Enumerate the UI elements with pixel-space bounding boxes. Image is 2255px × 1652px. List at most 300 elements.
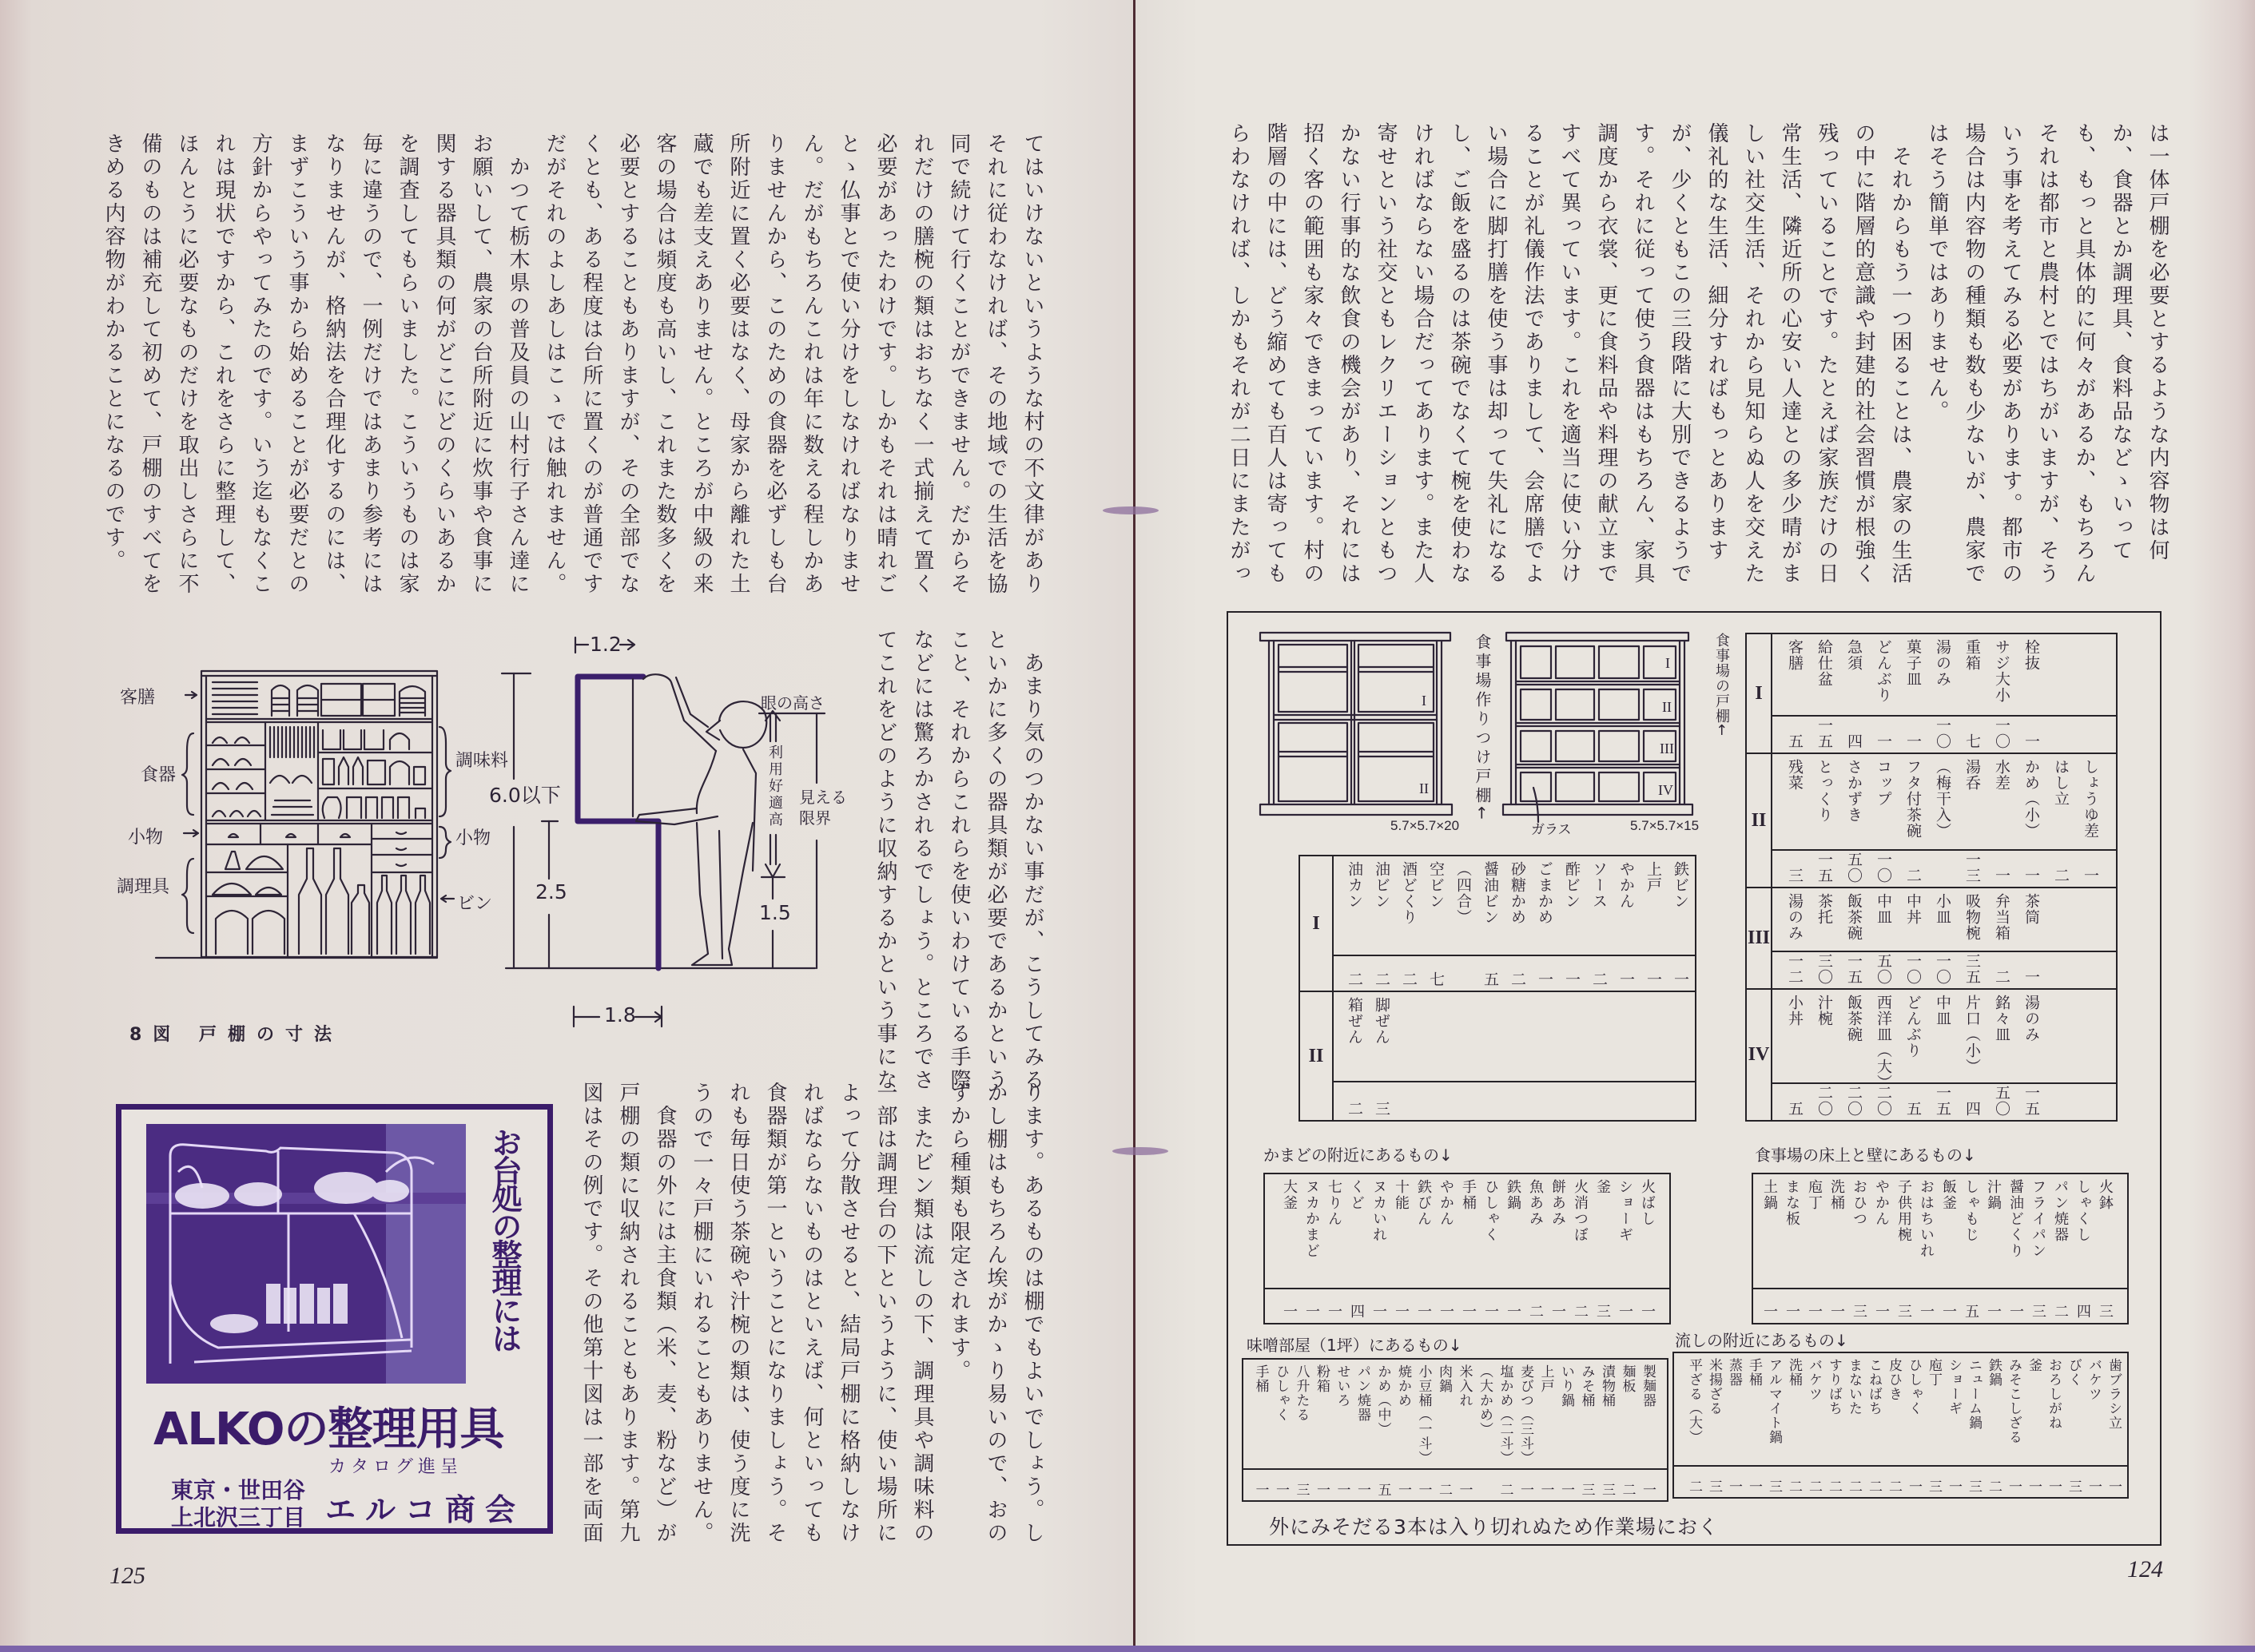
- item-count: 一: [1456, 1483, 1473, 1497]
- item-count: 一〇: [1993, 717, 2010, 749]
- text-column: あまり気のつかない事だが、こうしてみる: [1020, 629, 1044, 1092]
- item-name: 弁当箱: [1993, 893, 2010, 941]
- right-page-number: 124: [2127, 1556, 2163, 1583]
- table-section: [1300, 992, 1695, 1120]
- item-counts-row: [1772, 717, 2116, 753]
- near-sink-title: 流しの附近にあるもの↓: [1675, 1331, 1848, 1350]
- item-count: 五: [1963, 1304, 1979, 1320]
- text-column: す。それに従って使う食器はもちろん、家具: [1631, 122, 1655, 586]
- item-count: 一: [1438, 1304, 1454, 1320]
- item-count: 一三: [1963, 852, 1981, 884]
- item-name: 麦びつ（三斗）: [1517, 1364, 1533, 1465]
- text-column: それに従わなければ、その地域での生活を協: [984, 133, 1008, 596]
- built-in-cupboard-table: [1299, 855, 1696, 1122]
- text-column: 客の場合は頻度も高いし、これまた数多くを: [653, 133, 677, 596]
- item-count: 一: [1761, 1304, 1778, 1320]
- item-counts-row: [1334, 1082, 1695, 1120]
- text-column: 備のものは補充して初めて、戸棚のすべてを: [138, 133, 162, 596]
- item-count: 一: [1918, 1304, 1935, 1320]
- item-count: 二: [1619, 1483, 1636, 1497]
- item-count: 三: [1706, 1479, 1722, 1494]
- item-count: 一: [1395, 1483, 1411, 1497]
- item-count: 一: [1393, 1304, 1410, 1320]
- item-count: 三: [2030, 1304, 2046, 1320]
- item-count: 一: [1784, 1304, 1800, 1320]
- item-count: 一: [1906, 1479, 1922, 1494]
- item-count: 三: [1786, 868, 1804, 884]
- item-count: 二: [1346, 971, 1363, 987]
- table-section: [1747, 990, 2116, 1120]
- item-name: ソース: [1590, 861, 1608, 909]
- text-column: 招く客の範囲も家々できまっています。村の: [1300, 122, 1324, 586]
- dim-upper-depth: 1.2: [590, 633, 622, 656]
- dining-cupboard-table: [1745, 633, 2118, 1122]
- text-column: 関する器具類の何がどこにどのくらいあるか: [432, 133, 456, 596]
- item-count: 一: [1940, 1304, 1957, 1320]
- item-name: 鉄鍋: [1986, 1358, 2002, 1387]
- label-visible-limit: 見える限界: [799, 788, 847, 828]
- text-column: い場合に脚打膳を使う事は却って失礼になる: [1484, 122, 1508, 586]
- item-name: 洗桶: [1828, 1179, 1845, 1211]
- label-small-items-left: 小物: [128, 828, 164, 848]
- item-count: 一: [1281, 1304, 1298, 1320]
- item-name: 湯のみ: [1934, 639, 1951, 687]
- item-name: 給仕盆: [1816, 639, 1833, 687]
- near-stove-title: かまどの附近にあるもの↓: [1263, 1146, 1453, 1165]
- panel-label: I: [1422, 693, 1426, 709]
- item-count: 三: [1578, 1483, 1595, 1497]
- label-bottles: ビン: [457, 894, 493, 914]
- ad-address: [171, 1477, 305, 1531]
- text-column: りませんから、このための食器を必ずしも台: [763, 133, 787, 596]
- text-column: 必要があったわけです。しかもそれは晴れご: [873, 133, 897, 596]
- item-count: 一: [1746, 1479, 1762, 1494]
- item-name: 米揚ざる: [1706, 1358, 1722, 1416]
- label-guest-trays: 客膳: [120, 688, 156, 708]
- item-name: 焼かめ: [1395, 1364, 1411, 1408]
- item-name: 十能: [1393, 1179, 1410, 1211]
- panel-label: IV: [1658, 782, 1673, 798]
- item-count: [1474, 1470, 1495, 1500]
- item-count: [1927, 851, 1957, 887]
- dining-floor-wall-table: [1752, 1173, 2129, 1324]
- dining-cupboard-drawing: [1503, 632, 1692, 817]
- item-name: 粉箱: [1314, 1364, 1330, 1393]
- item-counts-row: [1772, 952, 2116, 988]
- item-count: 一: [1873, 1304, 1890, 1320]
- item-name: 餅あみ: [1549, 1179, 1566, 1227]
- item-count: 二: [1436, 1483, 1452, 1497]
- item-count: 三: [1895, 1304, 1912, 1320]
- item-name: 茶托: [1816, 893, 1833, 925]
- item-name: 飯釜: [1940, 1179, 1957, 1211]
- item-count: 一: [1537, 1483, 1554, 1497]
- item-name: 残菜: [1786, 759, 1804, 791]
- item-name: ひしゃく: [1273, 1364, 1289, 1422]
- item-count: 一: [1415, 1304, 1432, 1320]
- item-names-row: [1674, 1353, 2127, 1467]
- item-count: 一: [2022, 733, 2040, 749]
- item-name: どんぶり: [1875, 639, 1892, 703]
- item-count: 一: [1482, 1304, 1499, 1320]
- item-count: 二: [1590, 971, 1608, 987]
- item-name: やかん: [1873, 1179, 1890, 1227]
- item-name: 洗桶: [1786, 1358, 1802, 1387]
- dim-base-depth: 1.8: [604, 1003, 636, 1027]
- text-column: きめる内容物がわかることになるのです。: [101, 133, 125, 573]
- item-count: [1450, 956, 1477, 991]
- item-name: かめ（中）: [1374, 1364, 1391, 1436]
- text-column: を調査してもらいました。こういうものは家: [396, 133, 420, 596]
- item-name: （大かめ）: [1477, 1364, 1493, 1436]
- left-page-text-bottom: [573, 1082, 1051, 1553]
- left-page-text-middle: [867, 629, 1051, 1092]
- item-name: 銘々皿: [1993, 995, 2010, 1042]
- text-column: それは都市と農村とではちがいますが、そう: [2035, 122, 2059, 586]
- miso-room-title: 味噌部屋（1坪）にあるもの↓: [1247, 1336, 1462, 1355]
- text-column: が、少くともこの三段階に大別できるようで: [1668, 122, 1692, 586]
- item-count: 三: [1293, 1483, 1310, 1497]
- item-name: 水差: [1993, 759, 2010, 791]
- item-count: 七: [1427, 971, 1445, 987]
- label-seasonings: 調味料: [455, 751, 509, 771]
- item-count: 二: [1866, 1479, 1882, 1494]
- item-count: 二: [1786, 1479, 1802, 1494]
- item-count: 三五: [1963, 953, 1981, 985]
- text-column: か、食器とか調理具、食料品などゝいって: [2109, 122, 2133, 562]
- item-names-row: [1772, 990, 2116, 1090]
- item-name: 製麺器: [1640, 1364, 1656, 1408]
- item-count: 一: [1303, 1304, 1320, 1320]
- text-column: 食器類が第一ということになりましょう。そ: [763, 1082, 787, 1545]
- item-count: 二: [1993, 969, 2010, 985]
- text-column: 場合は内容物の種類も数も少ないが、農家で: [1962, 122, 1986, 586]
- item-name: 大釜: [1281, 1179, 1298, 1211]
- label-eye-level: 眼の高さ: [761, 693, 825, 713]
- built-in-cupboard-drawing: [1259, 632, 1453, 817]
- item-name: 米入れ: [1456, 1364, 1473, 1408]
- text-column: も、もっと具体的に何々があるか、もちろん: [2072, 122, 2096, 586]
- item-name: すりばち: [1826, 1358, 1842, 1416]
- dim-counter-height: 2.5: [535, 880, 567, 903]
- text-column: よって分散させると、結局戸棚に格納しなけ: [837, 1082, 861, 1545]
- text-column: 必要とすることもありますが、その全部でな: [616, 133, 640, 596]
- item-count: 一: [1252, 1483, 1269, 1497]
- item-count: 三: [1851, 1304, 1867, 1320]
- text-column: らわなければ、しかもそれが二日にまたがっ: [1227, 122, 1251, 586]
- near-stove-table: [1263, 1173, 1671, 1324]
- item-count: 一〇: [1934, 717, 1951, 749]
- text-column: かつて栃木県の普及員の山村行子さん達に: [506, 133, 530, 596]
- section-label: IV: [1747, 990, 1772, 1120]
- text-column: 常生活、隣近所の心安い人達との多少晴がま: [1778, 122, 1802, 586]
- item-name: 漬物桶: [1599, 1364, 1615, 1408]
- item-count: 一五: [1816, 717, 1833, 749]
- item-counts-row: [1265, 1289, 1669, 1323]
- built-in-cupboard-title: 食事場作りつけ戸棚←: [1473, 633, 1492, 823]
- text-column: てこれをどのように収納するかという事にな: [873, 629, 897, 1092]
- text-column: ければならない場合だってあります。また人: [1410, 122, 1434, 586]
- item-count: 一: [1875, 733, 1892, 749]
- item-names-row: [1772, 888, 2116, 952]
- item-name: おはちいれ: [1918, 1179, 1935, 1259]
- item-name: しゃもじ: [1963, 1179, 1979, 1243]
- text-column: はそう簡単ではありません。: [1925, 122, 1949, 423]
- item-count: 一: [1415, 1483, 1432, 1497]
- item-count: 一: [1505, 1304, 1521, 1320]
- item-name: ヌカいれ: [1370, 1179, 1387, 1243]
- table-section: [1747, 888, 2116, 990]
- section-label: II: [1747, 754, 1772, 887]
- dining-floor-wall-title: 食事場の床上と壁にあるもの↓: [1755, 1146, 1976, 1165]
- item-name: とっくり: [1816, 759, 1833, 823]
- item-count: 一〇: [1904, 953, 1922, 985]
- dining-cupboard-dimensions: 5.7×5.7×15: [1630, 818, 1700, 833]
- item-name: バケツ: [2086, 1358, 2102, 1401]
- text-column: れだけの膳椀の類はおちなく一式揃えて置く: [910, 133, 934, 596]
- text-column: は一体戸棚を必要とするような内容物は何: [2146, 122, 2169, 562]
- text-column: またビン類は流しの下、調理具や調味料の: [910, 1082, 934, 1545]
- text-column: し、ご飯を盛るのは茶碗でなくて椀を使わな: [1447, 122, 1471, 586]
- text-column: 所附近に置く必要はなく、母家から離れた土: [726, 133, 750, 596]
- item-name: 中丼: [1904, 893, 1922, 925]
- item-name: ごまかめ: [1536, 861, 1553, 925]
- text-column: なりませんが、格納法を合理化するのには、: [322, 133, 346, 596]
- item-count: 五〇: [1993, 1085, 2010, 1117]
- item-count: 一: [1985, 1304, 2002, 1320]
- item-name: （梅干入）: [1934, 759, 1951, 839]
- item-count: 四: [1963, 1101, 1981, 1117]
- item-count: 四: [2074, 1304, 2091, 1320]
- item-name: おひつ: [1851, 1179, 1867, 1227]
- item-name: 火ばし: [1639, 1179, 1656, 1227]
- item-name: 火消つぼ: [1572, 1179, 1589, 1243]
- item-count: 一: [1536, 971, 1553, 987]
- item-count: 二: [1527, 1304, 1544, 1320]
- item-counts-row: [1334, 956, 1695, 991]
- item-name: 鉄鍋: [1505, 1179, 1521, 1211]
- item-name: 油カン: [1346, 861, 1363, 909]
- item-count: 一: [1645, 971, 1662, 987]
- item-count: 一〇: [1875, 852, 1892, 884]
- item-count: 三: [1766, 1479, 1782, 1494]
- item-names-row: [1772, 754, 2116, 851]
- item-name: はし立: [2052, 759, 2070, 807]
- item-name: バケツ: [1806, 1358, 1822, 1401]
- cupboard-contents-sketch: [152, 663, 487, 967]
- dining-cupboard-title: 食事場の戸棚←: [1713, 633, 1730, 737]
- item-name: 皮ひき: [1886, 1358, 1902, 1401]
- panel-label: III: [1660, 741, 1674, 757]
- item-count: 二: [1346, 1101, 1363, 1117]
- item-count: 二: [1886, 1479, 1902, 1494]
- item-name: おろしがね: [2046, 1358, 2062, 1430]
- text-column: ずから種類も限定されます。: [947, 1082, 971, 1383]
- near-sink-table: [1672, 1352, 2129, 1499]
- text-column: ることが礼儀作法でありまして、会席膳でよ: [1521, 122, 1545, 586]
- text-column: 方針からやってみたのです。いう迄もなくこ: [249, 133, 272, 596]
- item-count: 二: [1686, 1479, 1702, 1494]
- item-name: 麺板: [1619, 1364, 1636, 1393]
- item-count: 一: [1354, 1483, 1370, 1497]
- ad-address-line2: 上北沢三丁目: [171, 1504, 306, 1531]
- table-section: [1747, 634, 2116, 754]
- item-name: 飯茶碗: [1845, 893, 1863, 941]
- item-name: 菓子皿: [1904, 639, 1922, 687]
- item-name: 吸物椀: [1963, 893, 1981, 941]
- item-name: 西洋皿（大）: [1875, 995, 1892, 1090]
- ad-company-name: エルコ商会: [325, 1492, 526, 1527]
- item-name: 魚あみ: [1527, 1179, 1544, 1227]
- item-name: パン焼器: [2052, 1179, 2069, 1243]
- item-count: 四: [1845, 733, 1863, 749]
- item-name: ニューム鍋: [1966, 1358, 1982, 1430]
- item-name: 空ビン: [1427, 861, 1445, 909]
- item-count: 三〇: [1816, 953, 1833, 985]
- text-column: すべて異っています。これを適当に使い分け: [1557, 122, 1581, 586]
- item-count: 一: [2006, 1479, 2022, 1494]
- text-column: 同で続けて行くことができません。だからそ: [947, 133, 971, 596]
- item-count: 五: [1481, 971, 1499, 987]
- item-count: 一: [2082, 868, 2099, 884]
- item-name: 手桶: [1746, 1358, 1762, 1387]
- item-count: 一: [1904, 733, 1922, 749]
- book-cover-edge: [0, 1646, 2255, 1652]
- item-name: 汁鍋: [1985, 1179, 2002, 1211]
- text-column: 調度から衣裳、更に食料品や料理の献立まで: [1594, 122, 1618, 586]
- item-name: 片口（小）: [1963, 995, 1981, 1074]
- item-name: ショーギ: [1617, 1179, 1633, 1243]
- ad-headline: お台処の整理には: [487, 1127, 522, 1351]
- text-column: の中に階層的意識や封建的社会習慣が根強く: [1851, 122, 1875, 586]
- item-count: 一: [2046, 1479, 2062, 1494]
- text-column: てはいけないというような村の不文律があり: [1020, 133, 1044, 596]
- item-name: 湯のみ: [1786, 893, 1804, 941]
- panel-label: II: [1662, 699, 1672, 715]
- text-column: 階層の中には、どう縮めても百人は寄っても: [1263, 122, 1287, 586]
- item-count: 二: [1373, 971, 1390, 987]
- item-name: 酒どくり: [1400, 861, 1418, 925]
- item-count: 一: [1517, 1483, 1533, 1497]
- item-name: 鉄ビン: [1672, 861, 1689, 909]
- right-page-text-top: [1220, 122, 2176, 602]
- text-column: ります。あるものは棚でもよいでしょう。し: [1020, 1082, 1044, 1545]
- item-count: 一五: [1816, 852, 1833, 884]
- text-column: 蔵でも差支えありません。ところが中級の来: [690, 133, 714, 596]
- item-names-row: [1243, 1360, 1667, 1470]
- item-count: 一五: [1845, 953, 1863, 985]
- book-gutter: [1133, 0, 1135, 1652]
- item-count: 二: [1806, 1479, 1822, 1494]
- label-best-use-height: 利用好適高: [766, 745, 783, 828]
- item-count: 一: [2022, 868, 2040, 884]
- item-name: アルマイト鍋: [1766, 1358, 1782, 1444]
- item-count: 一: [1617, 1304, 1633, 1320]
- item-count: 一: [1460, 1304, 1477, 1320]
- item-name: 鉄びん: [1415, 1179, 1432, 1227]
- item-count: 二: [1986, 1479, 2002, 1494]
- item-name: 重箱: [1963, 639, 1981, 671]
- item-name: 湯のみ: [2022, 995, 2040, 1042]
- item-count: 二: [1509, 971, 1526, 987]
- text-column: お願いして、農家の台所附近に炊事や食事に: [469, 133, 493, 596]
- figure-caption: 8図 戸棚の寸法: [129, 1025, 343, 1045]
- item-count: 一: [1639, 1304, 1656, 1320]
- item-name: かめ（小）: [2022, 759, 2040, 839]
- item-count: 五: [1374, 1483, 1391, 1497]
- item-name: 火鉢: [2097, 1179, 2114, 1211]
- item-count: 一: [1617, 971, 1635, 987]
- text-column: 残っていることです。たとえば家族だけの日: [1815, 122, 1839, 586]
- item-name: いり鍋: [1558, 1364, 1574, 1408]
- item-name: 酢ビン: [1563, 861, 1581, 909]
- item-count: 三: [1373, 1101, 1390, 1117]
- item-count: 三: [1926, 1479, 1942, 1494]
- text-column: 戸棚の類に収納されることもあります。第九: [616, 1082, 640, 1545]
- text-column: かない行事的な飲食の機会があり、それには: [1337, 122, 1361, 586]
- text-column: れは現状ですから、これをさらに整理して、: [212, 133, 236, 596]
- item-count: 三: [2066, 1479, 2082, 1494]
- item-count: 二〇: [1845, 1085, 1863, 1117]
- item-name: 湯呑: [1963, 759, 1981, 791]
- binding-stitch: [1103, 506, 1159, 514]
- miso-room-note: 外にみそだる3本は入り切れぬため作業場におく: [1269, 1515, 1719, 1539]
- item-count: 三: [2097, 1304, 2114, 1320]
- item-name: せいろ: [1334, 1364, 1350, 1408]
- item-name: みそ桶: [1578, 1364, 1595, 1408]
- text-column: いう事を考えてみる必要があります。都市の: [1998, 122, 2022, 586]
- item-count: 一: [2022, 969, 2040, 985]
- item-count: 二: [2052, 1304, 2069, 1320]
- item-name: 手桶: [1252, 1364, 1269, 1393]
- item-name: 平ざる（大）: [1686, 1358, 1702, 1444]
- left-page-text-top: [95, 133, 1051, 612]
- item-name: 塩かめ（二斗）: [1497, 1364, 1513, 1465]
- item-count: 七: [1963, 733, 1981, 749]
- text-column: 食器の外には主食類（米、麦、粉など）が: [653, 1082, 677, 1545]
- item-count: 一: [1326, 1304, 1342, 1320]
- item-count: 一〇: [1934, 953, 1951, 985]
- text-column: まずこういう事から始めることが必要だとの: [285, 133, 309, 596]
- text-column: うので一々戸棚にいれることもありません。: [690, 1082, 714, 1545]
- item-name: 急須: [1845, 639, 1863, 671]
- item-name: 八升たる: [1293, 1364, 1310, 1422]
- item-count: 一: [1558, 1483, 1574, 1497]
- left-page-number: 125: [109, 1563, 145, 1589]
- item-name: まな板: [1784, 1179, 1800, 1227]
- item-names-row: [1265, 1174, 1669, 1289]
- item-names-row: [1772, 634, 2116, 717]
- item-count: 一: [1640, 1483, 1656, 1497]
- item-name: 七りん: [1326, 1179, 1342, 1227]
- item-name: 醤油どくり: [2007, 1179, 2024, 1259]
- item-count: 一: [2026, 1479, 2042, 1494]
- dish-rack-photo: [146, 1124, 466, 1384]
- item-name: さかずき: [1845, 759, 1863, 823]
- dim-max-height: 6.0以下: [489, 784, 561, 807]
- item-name: 箱ぜん: [1346, 997, 1363, 1045]
- text-column: 図はその例です。その他第十図は一部を両面: [579, 1082, 603, 1545]
- item-name: 飯茶碗: [1845, 995, 1863, 1042]
- item-count: 一: [1273, 1483, 1289, 1497]
- text-column: れも毎日使う茶碗や汁椀の類は、使う度に洗: [726, 1082, 750, 1545]
- panel-label: I: [1665, 655, 1670, 671]
- item-counts-row: [1243, 1470, 1667, 1500]
- text-column: といかに多くの器具類が必要であるかという: [984, 629, 1008, 1092]
- item-count: 一: [1314, 1483, 1330, 1497]
- item-name: 歯ブラシ立: [2106, 1358, 2122, 1430]
- text-column: こと、それからこれらを使いわけている手際: [947, 629, 971, 1092]
